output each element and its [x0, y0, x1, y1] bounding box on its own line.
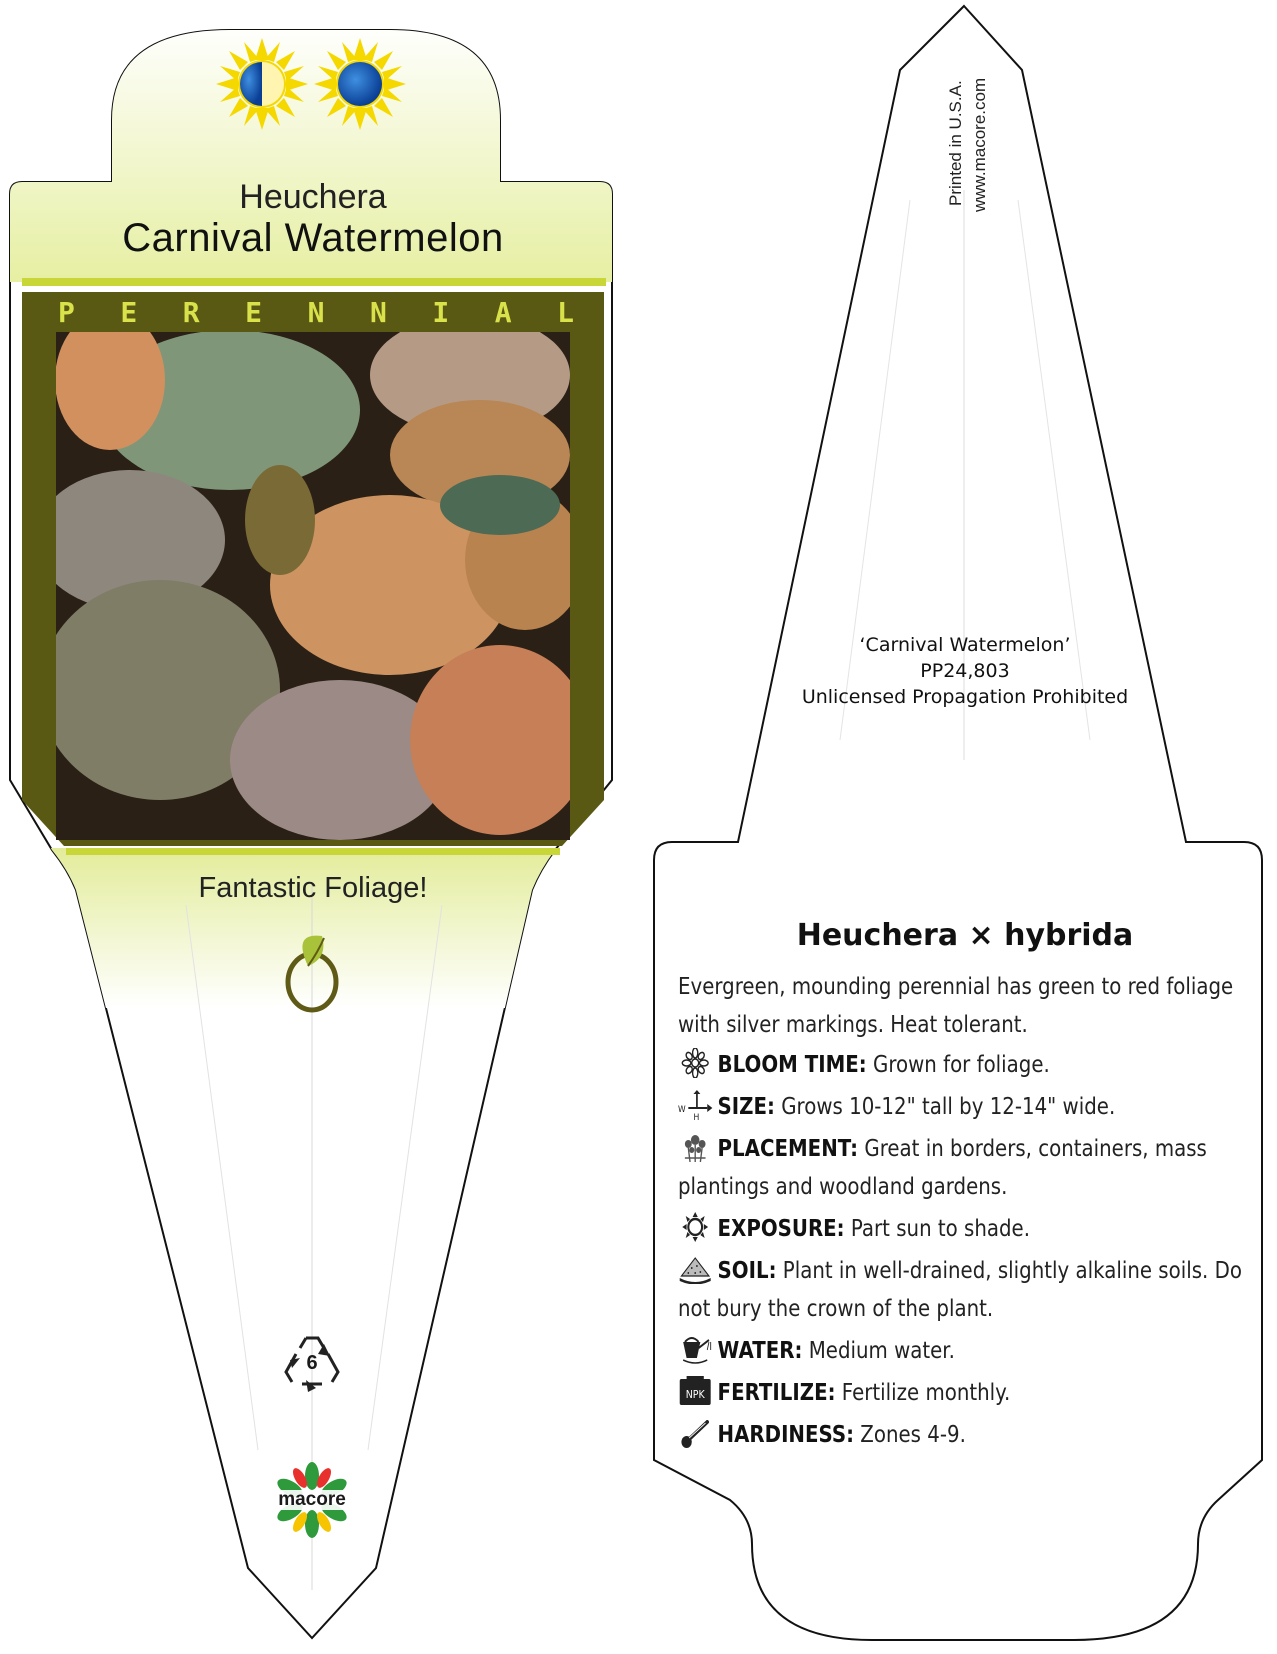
category-letter: I — [432, 296, 450, 329]
category-label — [58, 296, 574, 329]
category-letter: A — [494, 296, 512, 329]
category-letter: N — [369, 296, 387, 329]
care-row-size — [678, 1088, 1263, 1126]
printed-in-label: Printed in U.S.A. — [946, 80, 965, 206]
thermometer-icon — [678, 1418, 712, 1448]
care-label: EXPOSURE: — [717, 1216, 845, 1242]
care-label: FERTILIZE: — [717, 1380, 836, 1406]
trademark-block — [740, 632, 1190, 710]
trademark-line: ‘Carnival Watermelon’ — [859, 634, 1071, 656]
npk-text: NPK — [685, 1388, 705, 1402]
category-letter: E — [120, 296, 138, 329]
category-letter: P — [58, 296, 75, 329]
trademark-line: PP24,803 — [920, 660, 1010, 682]
plant-description: Evergreen, mounding perennial has green to red foliage with silver markings. Heat tolerant. — [678, 974, 1234, 1038]
care-text: Zones 4-9. — [860, 1422, 966, 1448]
care-text: Grown for foliage. — [872, 1052, 1050, 1078]
care-row-fertilize — [678, 1374, 1263, 1412]
soil-icon — [678, 1254, 712, 1284]
shade-icon — [314, 38, 406, 130]
care-row-hardiness — [678, 1416, 1263, 1454]
care-text: Medium water. — [808, 1338, 955, 1364]
placement-icon — [678, 1132, 712, 1162]
watering-can-icon — [678, 1334, 712, 1364]
care-row-bloom — [678, 1046, 1263, 1084]
care-label: WATER: — [717, 1338, 803, 1364]
care-text: Grows 10-12" tall by 12-14" wide. — [781, 1094, 1116, 1120]
flower-icon — [678, 1048, 712, 1078]
sun-icon — [678, 1212, 712, 1242]
care-label: SOIL: — [717, 1258, 777, 1284]
trademark-line: Unlicensed Propagation Prohibited — [801, 686, 1129, 708]
part-sun-icon — [216, 38, 308, 130]
category-letter: E — [245, 296, 263, 329]
care-label: SIZE: — [717, 1094, 775, 1120]
care-text: Great in borders, containers, mass plantings and woodland gardens. — [678, 1136, 1207, 1200]
care-text: Plant in well-drained, slightly alkaline soils. Do not bury the crown of the plant. — [678, 1258, 1242, 1322]
care-label: BLOOM TIME: — [717, 1052, 867, 1078]
care-row-soil — [678, 1252, 1263, 1328]
care-label: PLACEMENT: — [717, 1136, 859, 1162]
size-icon — [678, 1090, 712, 1120]
care-row-water — [678, 1332, 1263, 1370]
category-letter: N — [307, 296, 325, 329]
care-row-placement — [678, 1130, 1263, 1206]
care-label: HARDINESS: — [717, 1422, 855, 1448]
website-label: www.macore.com — [970, 77, 989, 212]
category-letter: R — [182, 296, 200, 329]
plant-genus: Heuchera — [239, 178, 387, 216]
tagline: Fantastic Foliage! — [198, 872, 428, 904]
plant-photo — [35, 310, 590, 840]
recycle-code: 6 — [306, 1352, 318, 1374]
size-icon-h: H — [693, 1111, 700, 1120]
care-text: Part sun to shade. — [850, 1216, 1031, 1242]
category-letter: L — [557, 296, 574, 329]
brand-name: macore — [278, 1489, 346, 1510]
size-icon-w: W — [678, 1103, 686, 1115]
care-text: Fertilize monthly. — [841, 1380, 1011, 1406]
plant-cultivar-name: Carnival Watermelon — [122, 216, 504, 260]
care-row-exposure — [678, 1210, 1263, 1248]
npk-icon — [678, 1376, 712, 1406]
scientific-name: Heuchera × hybrida — [796, 918, 1134, 953]
